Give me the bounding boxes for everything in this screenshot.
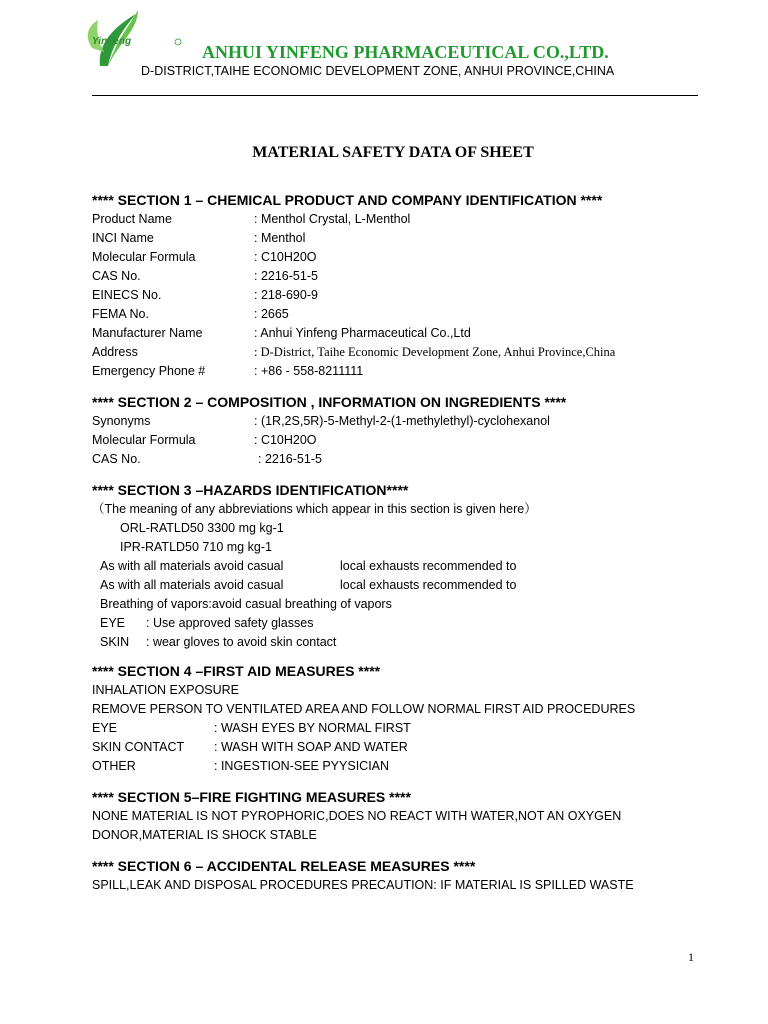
field-value: : C10H20O [254,250,317,264]
field-value: : 218-690-9 [254,288,318,302]
field-value: : WASH EYES BY NORMAL FIRST [214,721,411,735]
section-2-title: **** SECTION 2 – COMPOSITION , INFORMATION ON INGREDIENTS **** [92,394,567,410]
field-label: Address [92,345,138,359]
field-value: : +86 - 558-8211111 [254,364,364,378]
field-label: OTHER [92,759,136,773]
field-value: : Menthol Crystal, L-Menthol [254,212,411,226]
first-aid-line: INHALATION EXPOSURE [92,683,240,697]
field-row [92,267,732,286]
logo-wordmark: YinFeng [92,36,132,47]
company-address: D-DISTRICT,TAIHE ECONOMIC DEVELOPMENT ZONE, ANHUI PROVINCE,CHINA [141,64,615,78]
section-4-title: **** SECTION 4 –FIRST AID MEASURES **** [92,663,381,679]
page-number: 1 [688,950,694,964]
hazard-eye-row [92,614,732,633]
document-title: MATERIAL SAFETY DATA OF SHEET [252,144,534,161]
field-row [92,248,732,267]
ipr-toxicity: IPR-RATLD50 710 mg kg-1 [120,540,272,554]
field-label: Emergency Phone # [92,364,206,378]
field-label: EINECS No. [92,288,162,302]
field-label: EYE [100,616,126,630]
field-row [92,305,732,324]
section-1-rows [92,210,732,381]
company-name: ANHUI YINFENG PHARMACEUTICAL CO.,LTD. [202,42,609,62]
first-aid-line: REMOVE PERSON TO VENTILATED AREA AND FOLLOW NORMAL FIRST AID PROCEDURES [92,702,636,716]
field-label: CAS No. [92,269,141,283]
field-value: : 2216-51-5 [258,452,322,466]
abbreviation-note: （The meaning of any abbreviations which appear in this section is given here） [92,502,537,516]
field-row [92,362,732,381]
section-6-title: **** SECTION 6 – ACCIDENTAL RELEASE MEASURES **** [92,858,476,874]
field-row [92,719,732,738]
field-row [92,324,732,343]
field-value: : C10H20O [254,433,317,447]
field-label: CAS No. [92,452,141,466]
hazard-text: local exhausts recommended to [340,559,517,573]
document-body [92,190,732,895]
field-value: : 2216-51-5 [254,269,318,283]
hazard-line [92,557,732,576]
fire-fighting-line: NONE MATERIAL IS NOT PYROPHORIC,DOES NO REACT WITH WATER,NOT AN OXYGEN [92,809,622,823]
field-value: : Use approved safety glasses [146,616,314,630]
field-label: Molecular Formula [92,433,196,447]
field-value: : D-District, Taihe Economic Development Zone, Anhui Province,China [254,345,616,359]
section-3-title: **** SECTION 3 –HAZARDS IDENTIFICATION**** [92,482,409,498]
release-measures-line: SPILL,LEAK AND DISPOSAL PROCEDURES PRECAUTION: IF MATERIAL IS SPILLED WASTE [92,878,634,892]
breathing-note: Breathing of vapors:avoid casual breathing of vapors [100,597,392,611]
field-row [92,412,732,431]
field-label: EYE [92,721,118,735]
field-row [92,757,732,776]
fire-fighting-line: DONOR,MATERIAL IS SHOCK STABLE [92,828,317,842]
field-label: SKIN CONTACT [92,740,185,754]
field-value: : wear gloves to avoid skin contact [146,635,337,649]
section-2-rows [92,412,732,469]
field-label: Molecular Formula [92,250,196,264]
orl-toxicity: ORL-RATLD50 3300 mg kg-1 [120,521,284,535]
field-label: Product Name [92,212,172,226]
field-label: Synonyms [92,414,151,428]
section-1-title: **** SECTION 1 – CHEMICAL PRODUCT AND COMPANY IDENTIFICATION **** [92,192,603,208]
field-label: INCI Name [92,231,154,245]
field-value: : (1R,2S,5R)-5-Methyl-2-(1-methylethyl)-cyclohexanol [254,414,550,428]
field-label: SKIN [100,635,130,649]
section-5-title: **** SECTION 5–FIRE FIGHTING MEASURES **** [92,789,411,805]
field-row [92,343,732,362]
field-value: : WASH WITH SOAP AND WATER [214,740,408,754]
field-row [92,210,732,229]
letterhead [0,0,768,100]
hazard-text: As with all materials avoid casual [100,578,284,592]
field-row [92,286,732,305]
header-divider [92,95,698,96]
hazard-skin-row [92,633,732,652]
field-row [92,450,732,469]
field-value: : Menthol [254,231,306,245]
field-value: : Anhui Yinfeng Pharmaceutical Co.,Ltd [254,326,471,340]
field-row [92,738,732,757]
field-value: : INGESTION-SEE PYYSICIAN [214,759,390,773]
field-value: : 2665 [254,307,289,321]
hazard-text: local exhausts recommended to [340,578,517,592]
hazard-text: As with all materials avoid casual [100,559,284,573]
field-row [92,431,732,450]
hazard-line [92,576,732,595]
field-label: Manufacturer Name [92,326,203,340]
field-label: FEMA No. [92,307,149,321]
field-row [92,229,732,248]
